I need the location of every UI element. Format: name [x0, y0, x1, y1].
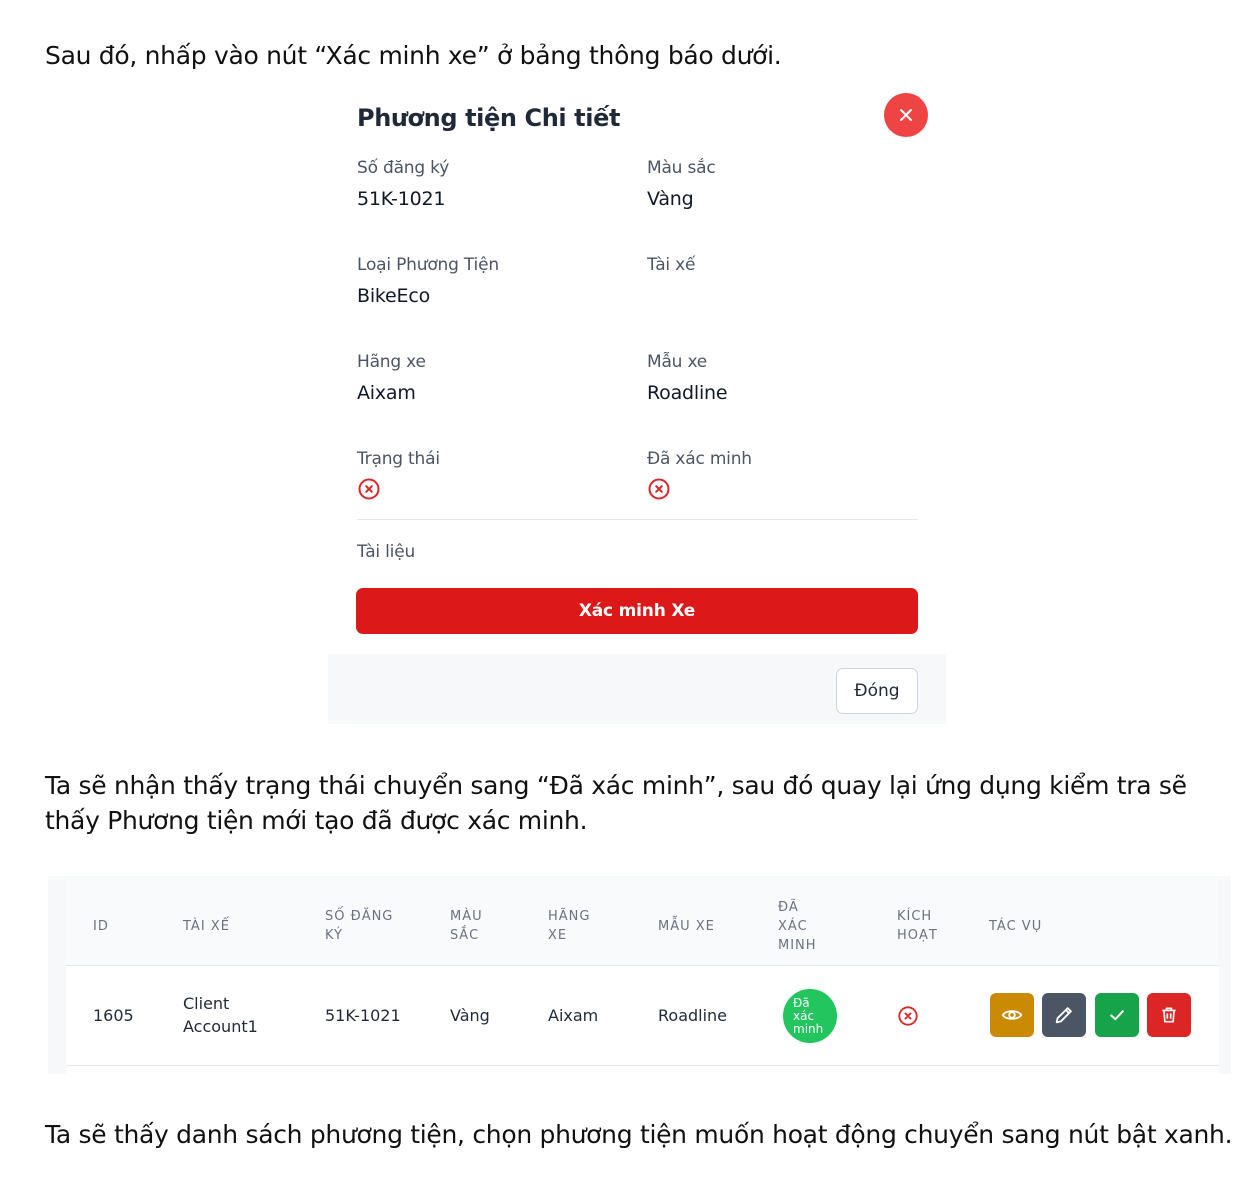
- status-label: Trạng thái: [357, 449, 440, 469]
- instruction-paragraph-3: Ta sẽ thấy danh sách phương tiện, chọn phương tiện muốn hoạt động chuyển sang nút bật xanh.: [45, 1120, 1233, 1149]
- model-label: Mẫu xe: [647, 352, 708, 372]
- vehicle-table: [66, 880, 1219, 1074]
- cell-id: 1605: [93, 1006, 134, 1025]
- cell-color: Vàng: [450, 1006, 490, 1025]
- header-color: [450, 907, 483, 945]
- color-label: Màu sắc: [647, 158, 716, 178]
- vehicle-type-value: BikeEco: [357, 285, 431, 307]
- header-brand: [548, 907, 590, 945]
- modal-footer: [328, 654, 946, 724]
- check-icon: [1107, 1005, 1127, 1025]
- verified-label: Đã xác minh: [647, 449, 752, 469]
- header-brand-line2: XE: [548, 928, 568, 943]
- view-button[interactable]: [990, 993, 1034, 1037]
- brand-value: Aixam: [357, 382, 416, 404]
- cell-brand: Aixam: [548, 1006, 599, 1025]
- header-model: MẪU XE: [658, 919, 715, 934]
- trash-icon: [1159, 1005, 1179, 1025]
- field-registration: [357, 158, 449, 210]
- eye-icon: [1001, 1004, 1023, 1026]
- cell-driver-line1: Client: [183, 994, 230, 1013]
- cell-model: Roadline: [658, 1006, 728, 1025]
- field-verified: [647, 449, 752, 506]
- section-divider: [357, 519, 918, 520]
- status-x-circle-icon: [357, 477, 381, 501]
- instruction-paragraph-1: Sau đó, nhấp vào nút “Xác minh xe” ở bảng thông báo dưới.: [45, 41, 782, 70]
- header-verified-line1: ĐÃ: [778, 900, 799, 915]
- modal-title: Phương tiện Chi tiết: [357, 104, 621, 132]
- vehicle-table-container: [48, 876, 1231, 1074]
- vehicle-type-label: Loại Phương Tiện: [357, 255, 499, 275]
- delete-button[interactable]: [1147, 993, 1191, 1037]
- header-id: ID: [93, 919, 109, 934]
- registration-label: Số đăng ký: [357, 158, 450, 178]
- header-verified: [778, 898, 817, 955]
- field-brand: [357, 352, 426, 404]
- header-driver: TÀI XẾ: [183, 919, 230, 934]
- table-row: [66, 966, 1219, 1066]
- verified-x-circle-icon: [647, 477, 671, 501]
- verify-vehicle-button[interactable]: Xác minh Xe: [356, 588, 918, 634]
- field-documents: [357, 542, 415, 562]
- registration-value: 51K-1021: [357, 188, 446, 210]
- cell-driver-line2: Account1: [183, 1017, 258, 1036]
- color-value: Vàng: [647, 188, 694, 210]
- close-button[interactable]: Đóng: [836, 668, 918, 714]
- vehicle-detail-modal: [328, 76, 946, 724]
- driver-label: Tài xế: [647, 255, 696, 275]
- verified-badge-line2: xác: [793, 1009, 815, 1023]
- field-color: [647, 158, 715, 210]
- edit-button[interactable]: [1042, 993, 1086, 1037]
- verified-badge-line1: Đã: [793, 996, 810, 1010]
- documents-label: Tài liệu: [357, 542, 416, 562]
- brand-label: Hãng xe: [357, 352, 426, 372]
- header-registration-line2: KÝ: [325, 928, 344, 943]
- header-registration-line1: SỐ ĐĂNG: [325, 909, 394, 924]
- instruction-paragraph-2: Ta sẽ nhận thấy trạng thái chuyển sang “Đã xác minh”, sau đó quay lại ứng dụng kiểm tra sẽ thấy Phương tiện mới tạo đã được xác minh.: [45, 771, 1187, 835]
- close-icon: [898, 107, 914, 123]
- header-color-line1: MÀU: [450, 909, 483, 924]
- header-verified-line3: MINH: [778, 938, 817, 953]
- verified-badge-line3: minh: [793, 1022, 824, 1036]
- verified-badge: [783, 989, 837, 1043]
- header-active: [897, 907, 938, 945]
- active-x-circle-icon[interactable]: [897, 1005, 919, 1027]
- header-brand-line1: HÃNG: [548, 909, 591, 924]
- model-value: Roadline: [647, 382, 728, 404]
- table-header: [66, 880, 1219, 966]
- field-model: [647, 352, 727, 404]
- header-active-line2: HOẠT: [897, 928, 938, 943]
- cell-registration: 51K-1021: [325, 1006, 401, 1025]
- header-color-line2: SẮC: [450, 928, 480, 943]
- header-registration: [325, 907, 393, 945]
- header-actions: TÁC VỤ: [989, 919, 1043, 934]
- header-verified-line2: XÁC: [778, 919, 808, 934]
- header-active-line1: KÍCH: [897, 909, 933, 924]
- approve-button[interactable]: [1095, 993, 1139, 1037]
- modal-close-button[interactable]: [884, 93, 928, 137]
- cell-driver: [183, 992, 258, 1038]
- field-driver: [647, 255, 695, 285]
- field-vehicle-type: [357, 255, 499, 307]
- pencil-icon: [1053, 1004, 1075, 1026]
- field-status: [357, 449, 440, 506]
